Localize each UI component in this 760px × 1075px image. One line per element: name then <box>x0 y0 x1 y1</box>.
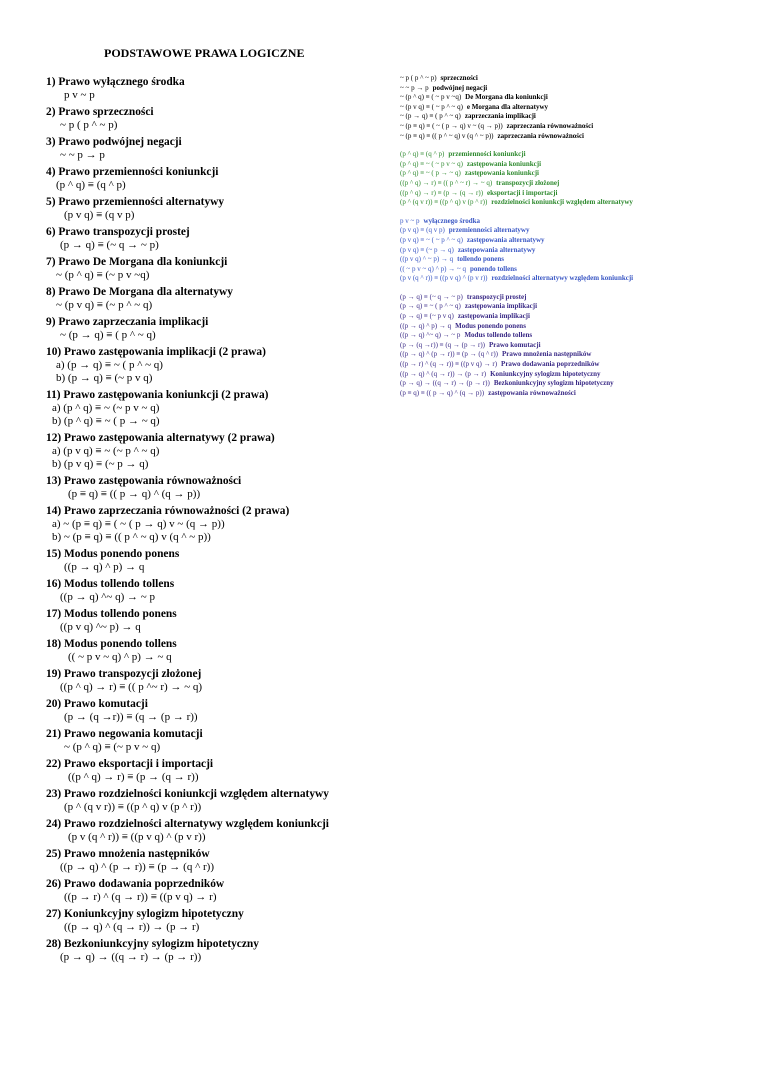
summary-law-name: podwójnej negacji <box>432 83 488 92</box>
law-formula: ~ (p ^ q) ≡ (~ p v ~ q) <box>64 741 161 753</box>
law-item <box>46 848 376 874</box>
law-formula: a) ~ (p ≡ q) ≡ ( ~ ( p → q) v ~ (q → p)) <box>52 518 225 530</box>
summary-law-name: Modus ponendo ponens <box>455 321 526 330</box>
summary-formula: (p v q) ≡ ~ ( ~ p ^ ~ q) <box>400 235 463 244</box>
law-title: 21) Prawo negowania komutacji <box>46 728 203 740</box>
summary-line <box>400 236 730 246</box>
summary-line <box>400 93 730 103</box>
law-item <box>46 166 376 192</box>
summary-formula: ~ p ( p ^ ~ p) <box>400 74 437 82</box>
summary-formula: p v ~ p <box>400 216 420 225</box>
law-formula: (p → q) ≡ (~ q → ~ p) <box>60 239 159 251</box>
summary-line <box>400 198 730 208</box>
law-item <box>46 698 376 724</box>
summary-law-name: przemienności alternatywy <box>448 226 530 235</box>
law-formula: (p ^ q) ≡ (q ^ p) <box>56 179 126 191</box>
law-formula: ~ (p ^ q) ≡ (~ p v ~q) <box>56 269 150 281</box>
law-item <box>46 196 376 222</box>
summary-line <box>400 179 730 189</box>
law-item <box>46 106 376 132</box>
law-title: 11) Prawo zastępowania koniunkcji (2 prawa) <box>46 389 269 401</box>
law-title: 9) Prawo zaprzeczania implikacji <box>46 316 209 328</box>
summary-formula: ((p ^ q) → r) ≡ (p → (q → r)) <box>400 188 484 197</box>
summary-line <box>400 379 730 389</box>
summary-formula: ~ (p ≡ q) ≡ ( ~ ( p → q) v ~ (q → p)) <box>400 121 503 130</box>
summary-line <box>400 255 730 265</box>
summary-law-name: Prawo komutacji <box>489 340 541 349</box>
summary-formula: (p ^ q) ≡ (q ^ p) <box>400 150 445 159</box>
law-formula: ~ (p v q) ≡ (~ p ^ ~ q) <box>56 299 153 311</box>
summary-line <box>400 103 730 113</box>
summary-formula: (p ≡ q) ≡ (( p → q) ^ (q → p)) <box>400 388 485 397</box>
summary-law-name: zastępowania koniunkcji <box>466 159 542 168</box>
law-title: 2) Prawo sprzeczności <box>46 106 154 118</box>
law-formula: (p v (q ^ r)) ≡ ((p v q) ^ (p v r)) <box>68 831 206 843</box>
summary-formula: ~ (p → q) ≡ ( p ^ ~ q) <box>400 112 461 121</box>
law-item <box>46 256 376 282</box>
summary-line <box>400 160 730 170</box>
law-formula: ~ (p → q) ≡ ( p ^ ~ q) <box>60 329 156 341</box>
summary-law-name: eksportacji i importacji <box>487 188 558 197</box>
summary-law-name: wyłącznego środka <box>423 216 481 225</box>
law-item <box>46 548 376 574</box>
law-formula: b) (p → q) ≡ (~ p v q) <box>56 372 153 384</box>
summary-formula: (p v q) ≡ (~ p → q) <box>400 245 454 254</box>
summary-law-name: e Morgana dla alternatywy <box>466 102 548 111</box>
summary-formula: ((p → q) ^ p) → q <box>400 321 452 330</box>
law-title: 10) Prawo zastępowania implikacji (2 prawa) <box>46 346 266 358</box>
law-title: 22) Prawo eksportacji i importacji <box>46 758 214 770</box>
summary-formula: (p → (q →r)) ≡ (q → (p → r)) <box>400 340 486 349</box>
law-item <box>46 578 376 604</box>
summary-formula: ~ (p v q) ≡ ( ~ p ^ ~ q) <box>400 102 463 111</box>
law-formula: a) (p ^ q) ≡ ~ (~ p v ~ q) <box>52 402 160 414</box>
summary-formula: ((p → q) ^~ q) → ~ p <box>400 331 461 340</box>
summary-law-name: zastępowania implikacji <box>464 302 538 311</box>
summary-formula: ~ (p ^ q) ≡ ( ~ p v ~q) <box>400 93 462 102</box>
summary-list <box>400 74 730 407</box>
summary-law-name: Modus tollendo tollens <box>464 331 533 340</box>
page-title: PODSTAWOWE PRAWA LOGICZNE <box>104 46 305 60</box>
law-title: 16) Modus tollendo tollens <box>46 578 175 590</box>
summary-law-name: Prawo dodawania poprzedników <box>501 360 600 369</box>
summary-law-name: zastępowania równoważności <box>488 388 576 397</box>
law-title: 26) Prawo dodawania poprzedników <box>46 878 225 890</box>
summary-law-name: Koniunkcyjny sylogizm hipotetyczny <box>490 369 601 378</box>
law-formula: ~ ~ p → p <box>60 149 105 161</box>
summary-formula: (p v (q ^ r)) ≡ ((p v q) ^ (p v r)) <box>400 274 488 283</box>
law-title: 1) Prawo wyłącznego środka <box>46 76 185 88</box>
law-title: 12) Prawo zastępowania alternatywy (2 prawa) <box>46 432 275 444</box>
law-item <box>46 316 376 342</box>
summary-line <box>400 350 730 360</box>
summary-law-name: przemienności koniunkcji <box>448 150 526 159</box>
laws-list <box>46 76 376 964</box>
summary-group <box>400 217 730 284</box>
law-title: 6) Prawo transpozycji prostej <box>46 226 190 238</box>
law-item <box>46 818 376 844</box>
summary-line <box>400 246 730 256</box>
summary-law-name: zastępowania alternatywy <box>457 245 536 254</box>
summary-formula: (p → q) ≡ (~ p v q) <box>400 312 454 321</box>
summary-formula: ((p v q) ^ ~ p) → q <box>400 255 454 264</box>
summary-formula: (( ~ p v ~ q) ^ p) → ~ q <box>400 264 466 273</box>
summary-law-name: ponendo tollens <box>469 264 517 273</box>
law-title: 13) Prawo zastępowania równoważności <box>46 475 242 487</box>
summary-line <box>400 341 730 351</box>
law-title: 15) Modus ponendo ponens <box>46 548 180 560</box>
law-title: 25) Prawo mnożenia następników <box>46 848 210 860</box>
summary-group <box>400 74 730 141</box>
summary-line <box>400 360 730 370</box>
summary-group <box>400 293 730 399</box>
summary-law-name: rozdzielności alternatywy względem koniunkcji <box>491 274 634 283</box>
summary-line <box>400 370 730 380</box>
summary-line <box>400 74 730 84</box>
summary-line <box>400 150 730 160</box>
summary-line <box>400 302 730 312</box>
law-item <box>46 608 376 634</box>
law-item <box>46 226 376 252</box>
law-item <box>46 389 376 428</box>
summary-law-name: De Morgana dla koniunkcji <box>465 93 548 102</box>
law-formula: ((p → q) ^ (p → r)) ≡ (p → (q ^ r)) <box>60 861 214 873</box>
summary-formula: ~ (p ≡ q) ≡ (( p ^ ~ q) v (q ^ ~ p)) <box>400 131 494 140</box>
summary-line <box>400 331 730 341</box>
law-formula: (p ^ (q v r)) ≡ ((p ^ q) v (p ^ r)) <box>64 801 202 813</box>
law-formula: p v ~ p <box>64 89 95 101</box>
summary-law-name: transpozycji prostej <box>466 292 527 301</box>
summary-formula: ~ ~ p → p <box>400 83 429 92</box>
summary-law-name: sprzeczności <box>440 74 478 82</box>
law-formula: (p → (q →r)) ≡ (q → (p → r)) <box>64 711 198 723</box>
law-title: 18) Modus ponendo tollens <box>46 638 177 650</box>
summary-line <box>400 322 730 332</box>
summary-law-name: zaprzeczania równoważności <box>506 121 594 130</box>
law-item <box>46 475 376 501</box>
law-formula: (p ≡ q) ≡ (( p → q) ^ (q → p)) <box>68 488 201 500</box>
summary-law-name: zastępowania alternatywy <box>466 235 545 244</box>
law-item <box>46 432 376 471</box>
summary-line <box>400 226 730 236</box>
law-item <box>46 136 376 162</box>
law-formula: b) (p v q) ≡ (~ p → q) <box>52 458 149 470</box>
law-title: 23) Prawo rozdzielności koniunkcji względem alternatywy <box>46 788 329 800</box>
law-item <box>46 668 376 694</box>
summary-formula: (p ^ q) ≡ ~ ( ~ p v ~ q) <box>400 159 463 168</box>
law-formula: ((p ^ q) → r) ≡ (p → (q → r)) <box>68 771 199 783</box>
law-item <box>46 788 376 814</box>
law-item <box>46 878 376 904</box>
law-item <box>46 908 376 934</box>
summary-law-name: rozdzielności koniunkcji względem alternatywy <box>491 198 633 207</box>
summary-line <box>400 112 730 122</box>
summary-law-name: zaprzeczania równoważności <box>497 131 584 140</box>
law-title: 28) Bezkoniunkcyjny sylogizm hipotetyczny <box>46 938 259 950</box>
law-title: 7) Prawo De Morgana dla koniunkcji <box>46 256 228 268</box>
summary-law-name: Bezkoniunkcyjny sylogizm hipotetyczny <box>493 379 614 388</box>
summary-line <box>400 265 730 275</box>
law-formula: ((p → q) ^ (q → r)) → (p → r) <box>64 921 200 933</box>
summary-group <box>400 150 730 208</box>
summary-law-name: zastępowania koniunkcji <box>464 169 539 178</box>
law-title: 3) Prawo podwójnej negacji <box>46 136 182 148</box>
law-title: 14) Prawo zaprzeczania równoważności (2 prawa) <box>46 505 290 517</box>
law-title: 27) Koniunkcyjny sylogizm hipotetyczny <box>46 908 244 920</box>
law-item <box>46 346 376 385</box>
summary-formula: (p → q) ≡ (~ q → ~ p) <box>400 292 463 301</box>
law-formula: ((p → q) ^ p) → q <box>64 561 145 573</box>
summary-line <box>400 122 730 132</box>
law-item <box>46 728 376 754</box>
law-item <box>46 638 376 664</box>
law-item <box>46 505 376 544</box>
law-formula: ((p → r) ^ (q → r)) ≡ ((p v q) → r) <box>64 891 217 903</box>
law-formula: b) (p ^ q) ≡ ~ ( p → ~ q) <box>52 415 160 427</box>
law-formula: ((p ^ q) → r) ≡ (( p ^~ r) → ~ q) <box>60 681 203 693</box>
summary-line <box>400 217 730 227</box>
summary-law-name: Prawo mnożenia następników <box>502 350 592 359</box>
law-title: 24) Prawo rozdzielności alternatywy względem koniunkcji <box>46 818 329 830</box>
summary-formula: ((p ^ q) → r) ≡ (( p ^ ~ r) → ~ q) <box>400 178 493 187</box>
summary-line <box>400 84 730 94</box>
law-formula: ((p v q) ^~ p) → q <box>60 621 141 633</box>
law-formula: a) (p → q) ≡ ~ ( p ^ ~ q) <box>56 359 163 371</box>
summary-formula: ((p → r) ^ (q → r)) ≡ ((p v q) → r) <box>400 360 498 369</box>
law-formula: (p → q) → ((q → r) → (p → r)) <box>60 951 202 963</box>
summary-line <box>400 169 730 179</box>
law-item <box>46 286 376 312</box>
law-formula: (( ~ p v ~ q) ^ p) → ~ q <box>68 651 172 663</box>
law-title: 4) Prawo przemienności koniunkcji <box>46 166 219 178</box>
summary-formula: (p ^ (q v r)) ≡ ((p ^ q) v (p ^ r)) <box>400 198 488 207</box>
summary-line <box>400 312 730 322</box>
summary-formula: ((p → q) ^ (q → r)) → (p → r) <box>400 369 487 378</box>
law-item <box>46 938 376 964</box>
summary-formula: (p ^ q) ≡ ~ ( p → ~ q) <box>400 169 461 178</box>
law-item <box>46 76 376 102</box>
summary-formula: (p → q) ≡ ~ ( p ^ ~ q) <box>400 302 461 311</box>
summary-law-name: zaprzeczania implikacji <box>464 112 536 121</box>
summary-line <box>400 132 730 142</box>
law-title: 20) Prawo komutacji <box>46 698 148 710</box>
law-formula: (p v q) ≡ (q v p) <box>64 209 135 221</box>
summary-formula: (p → q) → ((q → r) → (p → r)) <box>400 379 490 388</box>
law-title: 19) Prawo transpozycji złożonej <box>46 668 202 680</box>
summary-formula: (p v q) ≡ (q v p) <box>400 226 445 235</box>
summary-law-name: zastępowania implikacji <box>457 312 530 321</box>
summary-law-name: tollendo ponens <box>457 255 505 264</box>
law-title: 8) Prawo De Morgana dla alternatywy <box>46 286 233 298</box>
law-formula: ((p → q) ^~ q) → ~ p <box>60 591 155 603</box>
summary-formula: ((p → q) ^ (p → r)) ≡ (p → (q ^ r)) <box>400 350 498 359</box>
law-title: 5) Prawo przemienności alternatywy <box>46 196 225 208</box>
summary-line <box>400 293 730 303</box>
law-item <box>46 758 376 784</box>
law-formula: a) (p v q) ≡ ~ (~ p ^ ~ q) <box>52 445 160 457</box>
summary-line <box>400 189 730 199</box>
law-title: 17) Modus tollendo ponens <box>46 608 177 620</box>
summary-line <box>400 274 730 284</box>
summary-line <box>400 389 730 399</box>
law-formula: ~ p ( p ^ ~ p) <box>60 119 118 131</box>
law-formula: b) ~ (p ≡ q) ≡ (( p ^ ~ q) v (q ^ ~ p)) <box>52 531 211 543</box>
summary-law-name: transpozycji złożonej <box>496 178 560 187</box>
